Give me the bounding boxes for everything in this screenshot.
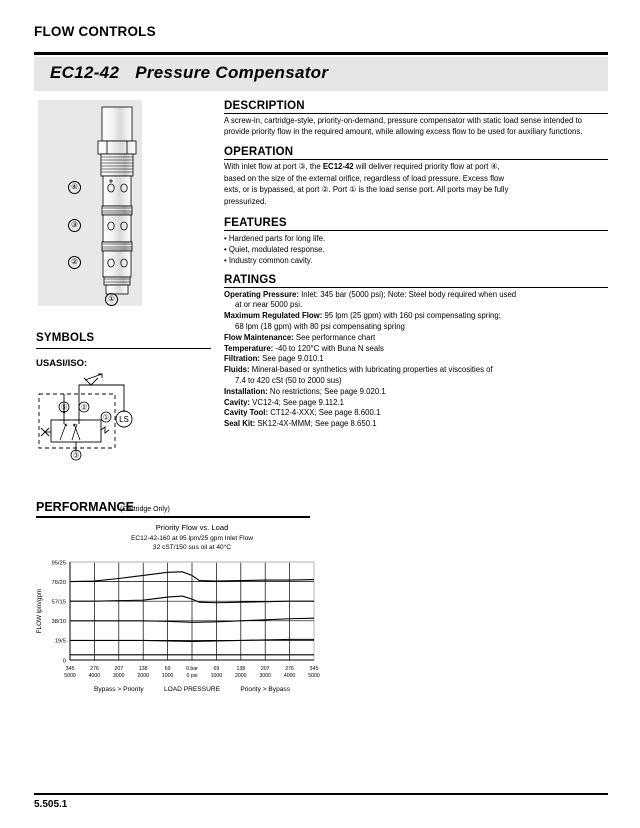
operation-heading: OPERATION xyxy=(224,146,294,159)
chart-xtick-label-psi: 3000 xyxy=(113,673,125,679)
operation-line-4: pressurized. xyxy=(224,196,267,206)
list-item: • Industry common cavity. xyxy=(224,255,313,265)
chart-xtick-label-bar: 207 xyxy=(114,666,124,672)
rating-row xyxy=(224,408,608,419)
page-number: 5.505.1 xyxy=(34,799,68,810)
chart-xtick-label-bar: 69 xyxy=(164,666,171,672)
list-item: • Hardened parts for long life. xyxy=(224,233,326,243)
product-port-label-1: ① xyxy=(105,293,118,306)
product-port-label-3: ③ xyxy=(68,219,81,232)
category-title: FLOW CONTROLS xyxy=(34,24,156,39)
symbol-schematic xyxy=(36,372,216,467)
chart-subtitle-2: 32 cST/150 sus oil at 40°C xyxy=(152,544,232,551)
list-item: • Quiet, modulated response. xyxy=(224,244,325,254)
footer-rule xyxy=(34,793,608,795)
rating-label: Operating Pressure: xyxy=(224,289,299,299)
rating-value: Mineral-based or synthetics with lubricating properties at viscosities of xyxy=(249,365,493,375)
chart-xtick-label-psi: 2000 xyxy=(235,673,247,679)
ratings-heading: RATINGS xyxy=(224,273,277,286)
rating-cont: 68 lpm (18 gpm) with 80 psi compensating spring xyxy=(235,321,405,331)
performance-rule xyxy=(36,516,310,518)
chart-xtick-label-bar: 345 xyxy=(309,666,319,672)
rating-label: Cavity: xyxy=(224,397,250,407)
symbol-port-label-4: ⑤ xyxy=(60,404,68,412)
rating-row xyxy=(224,387,608,398)
rating-row xyxy=(224,311,608,322)
rating-value: VC12-4; See page 9.112.1 xyxy=(250,397,344,407)
description-body: A screw-in, cartridge-style, priority-on-demand, pressure compensator with static load sense intended to provide priority flow in the required amount, while allowing excess flow to be used for auxiliary functions. xyxy=(224,116,583,136)
operation-line-2: based on the size of the external orifice, regardless of load pressure. Excess flow xyxy=(224,173,504,183)
chart-ytick-label: 38/10 xyxy=(51,619,66,626)
chart-xtick-label-bar: 138 xyxy=(236,666,246,672)
rating-cont: 7.4 to 420 cSt (50 to 2000 sus) xyxy=(235,375,342,385)
chart-xtick-label-bar: 69 xyxy=(213,666,220,672)
model-number: EC12-42 xyxy=(50,63,120,82)
performance-heading: PERFORMANCE xyxy=(36,500,134,514)
rating-row xyxy=(224,344,608,355)
chart-xtick-label-psi: 1000 xyxy=(210,673,223,679)
rating-row xyxy=(224,354,608,365)
rating-value: 95 lpm (25 gpm) with 160 psi compensating spring; xyxy=(322,311,501,321)
rating-value: No restrictions; See page 9.020.1 xyxy=(267,386,386,396)
symbol-ls-label: LS xyxy=(119,415,129,424)
ratings-rule xyxy=(224,287,608,288)
cartridge-drawing xyxy=(80,102,152,307)
chart-xtick-label-bar: 345 xyxy=(65,666,75,672)
symbols-heading: SYMBOLS xyxy=(36,332,95,344)
rating-row xyxy=(224,419,608,430)
rating-row xyxy=(224,365,608,376)
chart-xtick-label-bar: 0 bar xyxy=(186,666,198,672)
chart-xtick-label-bar: 138 xyxy=(138,666,148,672)
performance-chart xyxy=(32,520,322,700)
header-rule xyxy=(34,52,608,55)
chart-xtick-label-psi: 0 psi xyxy=(186,673,198,679)
rating-label: Installation: xyxy=(224,386,268,396)
symbol-port-label-1: ① xyxy=(102,414,110,422)
operation-line-1 xyxy=(224,162,608,173)
rating-value: See page 9.010.1 xyxy=(259,354,324,364)
symbols-subheading: USASI/ISO: xyxy=(36,358,88,369)
chart-xtick-label-bar: 276 xyxy=(90,666,99,672)
product-port-label-2: ② xyxy=(68,256,81,269)
chart-xtick-label-psi: 3000 xyxy=(259,673,271,679)
chart-xtick-label-psi: 1000 xyxy=(161,673,174,679)
chart-xtick-label-psi: 2000 xyxy=(137,673,149,679)
features-heading: FEATURES xyxy=(224,216,287,229)
rating-value: CT12-4-XXX; See page 8.600.1 xyxy=(268,408,381,418)
rating-value: See performance chart xyxy=(293,332,376,342)
operation-line-3: exts, or is bypassed, at port ②. Port ① is the load sense port. All ports may be fully xyxy=(224,185,509,195)
rating-label: Fluids: xyxy=(224,365,250,375)
chart-subtitle-1: EC12-42-160 at 95 lpm/25 gpm Inlet Flow xyxy=(130,535,254,542)
rating-value: Inlet: 345 bar (5000 psi); Note: Steel body required when used xyxy=(298,289,517,299)
rating-row xyxy=(224,333,608,344)
chart-xlabel: LOAD PRESSURE xyxy=(163,686,221,693)
rating-row xyxy=(224,290,608,301)
rating-value: SK12-4X-MMM; See page 8.650.1 xyxy=(255,419,377,429)
performance-subheading: (Cartridge Only) xyxy=(120,506,170,513)
rating-cont: at or near 5000 psi. xyxy=(235,300,303,310)
product-port-label-4: ④ xyxy=(68,181,81,194)
rating-row xyxy=(224,398,608,409)
chart-xtick-label-bar: 276 xyxy=(285,666,294,672)
rating-label: Temperature: xyxy=(224,343,274,353)
symbol-port-label-3: ③ xyxy=(72,452,80,460)
rating-label: Cavity Tool: xyxy=(224,408,269,418)
rating-label: Flow Maintenance: xyxy=(224,332,294,342)
chart-ytick-label: 95/25 xyxy=(51,560,66,567)
operation-text-a: With inlet flow at port ③, the xyxy=(224,162,323,172)
chart-ylabel: FLOW lpm/gpm xyxy=(36,588,43,634)
chart-ytick-label: 0 xyxy=(62,658,66,665)
operation-text-b: will deliver required priority flow at port ④, xyxy=(353,162,500,172)
rating-label: Maximum Regulated Flow: xyxy=(224,311,323,321)
symbol-port-label-2: ② xyxy=(80,404,88,412)
chart-xtick-label-psi: 4000 xyxy=(88,673,101,679)
description-heading: DESCRIPTION xyxy=(224,100,305,112)
chart-title: Priority Flow vs. Load xyxy=(155,523,229,532)
description-rule xyxy=(224,113,608,114)
chart-xtick-label-psi: 5000 xyxy=(308,673,320,679)
chart-xlabel-right: Priority > Bypass xyxy=(240,686,291,693)
features-rule xyxy=(224,230,608,231)
chart-xtick-label-bar: 207 xyxy=(260,666,270,672)
chart-ytick-label: 57/15 xyxy=(51,599,66,606)
chart-ytick-label: 19/5 xyxy=(54,638,66,645)
chart-ytick-label: 76/20 xyxy=(51,579,66,586)
chart-xtick-label-psi: 4000 xyxy=(283,673,296,679)
specifications-column xyxy=(224,100,608,430)
symbols-rule xyxy=(36,348,211,349)
rating-value: -40 to 120°C with Buna N seals xyxy=(273,343,384,353)
chart-xtick-label-psi: 5000 xyxy=(64,673,76,679)
page-title xyxy=(50,63,328,83)
operation-model: EC12-42 xyxy=(322,162,354,172)
rating-label: Seal Kit: xyxy=(224,419,256,429)
product-title: Pressure Compensator xyxy=(135,63,329,82)
rating-label: Filtration: xyxy=(224,354,260,364)
chart-xlabel-left: Bypass > Priority xyxy=(93,686,144,693)
operation-rule xyxy=(224,159,608,160)
